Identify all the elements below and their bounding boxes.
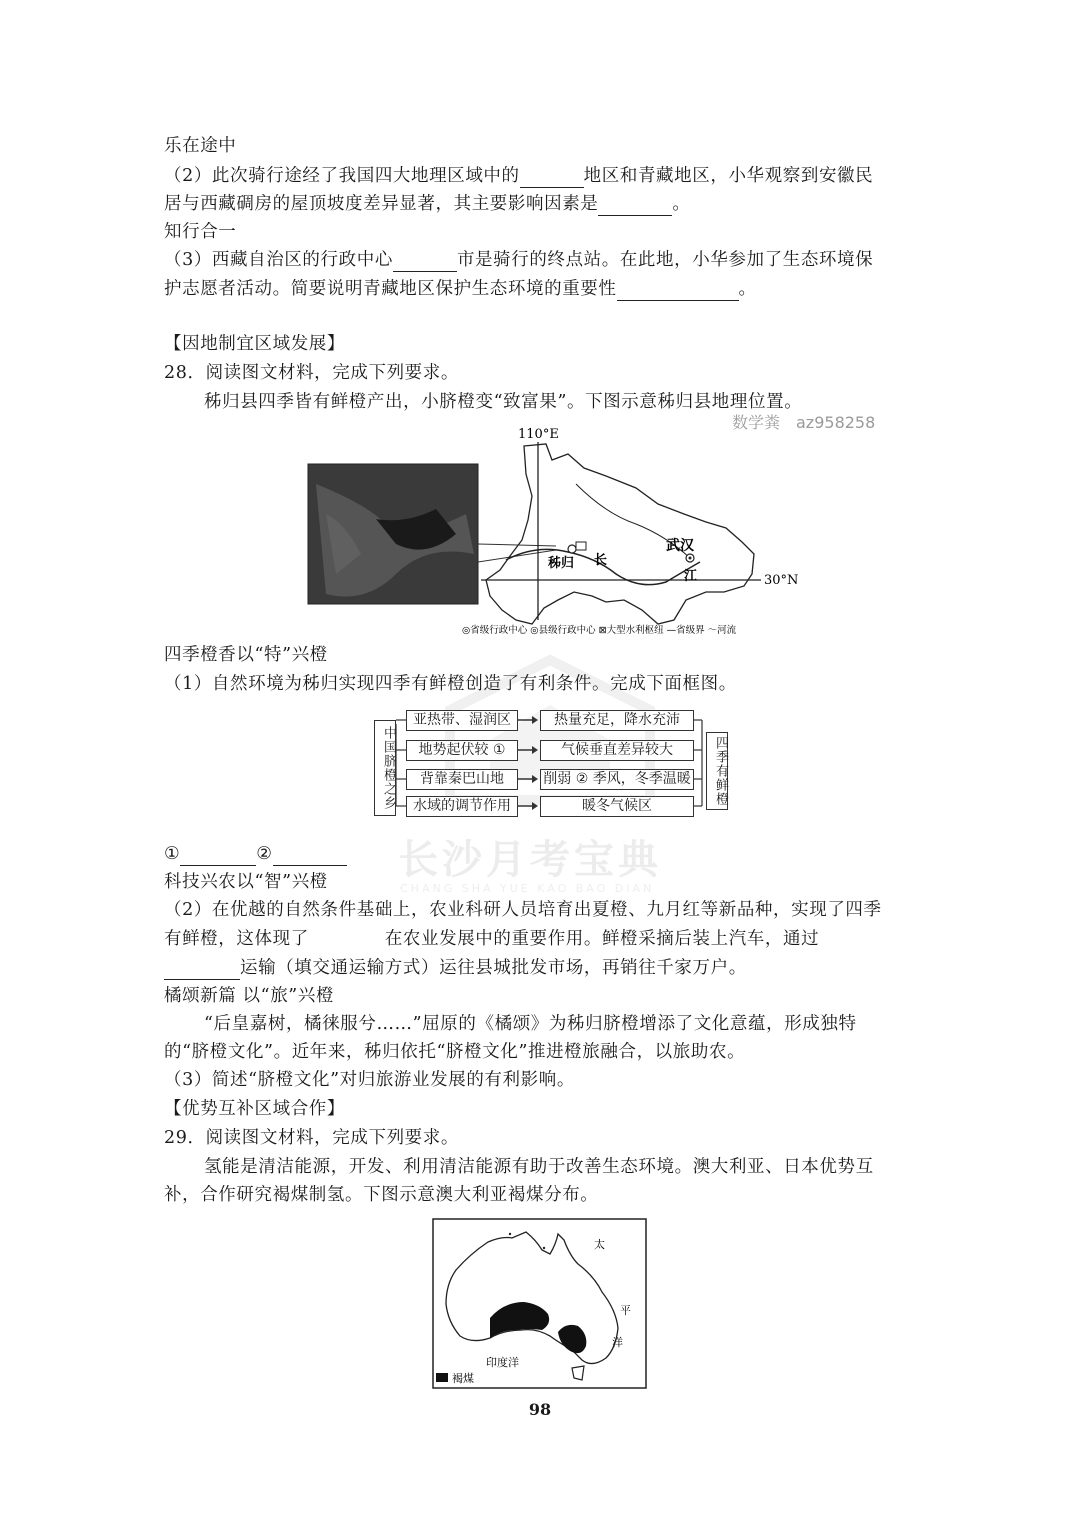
question-3-text-d: 。	[738, 279, 757, 299]
question-2-text-c: 居与西藏碉房的屋顶坡度差异显著，其主要影响因素是	[164, 194, 599, 214]
question-2-line-1	[164, 164, 873, 188]
answer-blank[interactable]	[617, 282, 739, 301]
flowchart-left-label: 中国脐橙之乡	[374, 720, 396, 816]
section-28-title: 【因地制宜区域发展】	[164, 334, 345, 354]
question-2b-line-2	[164, 927, 819, 951]
question-2-text-d: 。	[672, 194, 691, 214]
answer-2-label: ②	[256, 844, 273, 864]
question-3-text-b: 市是骑行的终点站。在此地，小华参加了生态环境保	[456, 250, 874, 270]
question-2b-text-b: 在农业发展中的重要作用。鲜橙采摘后装上汽车，通过	[384, 929, 820, 949]
flowchart-cause-4: 水域的调节作用	[406, 796, 518, 817]
flowchart-effect-1: 热量充足，降水充沛	[540, 710, 694, 731]
question-2b-text-c: 运输（填交通运输方式）运往县城批发市场，再销往千家万户。	[240, 958, 747, 978]
question-1-prompt: （1）自然环境为秭归实现四季有鲜橙创造了有利条件。完成下面框图。	[164, 674, 737, 694]
material-3-line-1: “后皇嘉树，橘徕服兮……”屈原的《橘颂》为秭归脐橙增添了文化意蕴，形成独特	[204, 1014, 857, 1034]
flowchart-cause-3: 背靠秦巴山地	[406, 769, 518, 790]
answer-blank[interactable]	[180, 847, 256, 866]
heading-subsection-1: 四季橙香以“特”兴橙	[164, 645, 328, 665]
zigui-marker-icon	[568, 545, 576, 553]
watermark-account: 数学粪 az958258	[732, 413, 876, 432]
question-2b-line-1: （2）在优越的自然条件基础上，农业科研人员培育出夏橙、九月红等新品种，实现了四季	[164, 900, 882, 920]
flowchart-effect-4: 暖冬气候区	[540, 796, 694, 817]
label-tai: 太	[594, 1238, 605, 1251]
heading-zhi-xing-he-yi: 知行合一	[164, 222, 237, 242]
lon-label: 110°E	[518, 427, 559, 442]
answer-line-1	[164, 842, 347, 866]
answer-blank[interactable]	[520, 169, 584, 188]
heading-le-zai-tu-zhong: 乐在途中	[164, 136, 237, 156]
label-indian-ocean: 印度洋	[486, 1356, 519, 1369]
dam-marker-icon	[576, 542, 586, 550]
question-2-text-b: 地区和青藏地区，小华观察到安徽民	[583, 166, 874, 186]
river-jiang-label: 江	[684, 569, 698, 584]
watermark-text: 长沙月考宝典	[398, 837, 662, 883]
question-28-prompt: 28．阅读图文材料，完成下列要求。	[164, 363, 459, 383]
flowchart-cause-2: 地势起伏较 ①	[406, 740, 518, 761]
question-2-text-a: （2）此次骑行途经了我国四大地理区域中的	[164, 166, 520, 186]
hubei-boundary	[486, 444, 754, 624]
watermark-subtext: CHANG SHA YUE KAO BAO DIAN	[400, 882, 655, 895]
flowchart-cause-1: 亚热带、湿润区	[406, 710, 518, 731]
answer-blank[interactable]	[598, 197, 672, 216]
question-3-line-2	[164, 277, 757, 301]
question-29-material-2: 补，合作研究褐煤制氢。下图示意澳大利亚褐煤分布。	[164, 1185, 599, 1205]
tasmania-outline	[572, 1366, 584, 1380]
label-ping: 平	[620, 1304, 631, 1317]
map1-legend: ◎省级行政中心 ◎县级行政中心 ⊠大型水利枢纽 —省级界 〜河流	[462, 625, 737, 636]
question-29-prompt: 29．阅读图文材料，完成下列要求。	[164, 1128, 459, 1148]
flowchart	[372, 702, 732, 818]
flowchart-effect-3: 削弱 ② 季风，冬季温暖	[540, 769, 694, 790]
river-chang-label: 长	[594, 553, 608, 568]
question-2b-text-a: 有鲜橙，这体现了	[164, 929, 309, 949]
page-number: 98	[528, 1400, 552, 1419]
city-wuhan-label: 武汉	[666, 538, 694, 554]
answer-1-label: ①	[164, 844, 181, 864]
question-3-line-1	[164, 248, 873, 272]
heading-subsection-3: 橘颂新篇 以“旅”兴橙	[164, 986, 335, 1006]
zigui-location-map	[306, 424, 806, 638]
answer-blank[interactable]	[393, 253, 457, 272]
australia-lignite-map	[432, 1218, 648, 1390]
answer-blank[interactable]	[273, 847, 347, 866]
flowchart-right-label: 四季有鲜橙	[706, 732, 728, 810]
heading-subsection-2: 科技兴农以“智”兴橙	[164, 872, 328, 892]
legend-lignite-label: 褐煤	[452, 1372, 474, 1385]
question-2b-line-3	[164, 956, 747, 980]
legend-lignite-swatch	[436, 1373, 448, 1382]
question-3-text-a: （3）西藏自治区的行政中心	[164, 250, 393, 270]
answer-blank[interactable]	[164, 961, 240, 980]
label-yang: 洋	[612, 1336, 623, 1349]
question-29-material-1: 氢能是清洁能源，开发、利用清洁能源有助于改善生态环境。澳大利亚、日本优势互	[204, 1157, 874, 1177]
question-28-material: 秭归县四季皆有鲜橙产出，小脐橙变“致富果”。下图示意秭归县地理位置。	[204, 392, 803, 412]
section-29-title: 【优势互补区域合作】	[164, 1099, 345, 1119]
lat-label: 30°N	[764, 573, 799, 588]
question-3b: （3）简述“脐橙文化”对归旅游业发展的有利影响。	[164, 1070, 575, 1090]
flowchart-effect-2: 气候垂直差异较大	[540, 740, 694, 761]
city-zigui-label: 秭归	[548, 556, 575, 571]
material-3-line-2: 的“脐橙文化”。近年来，秭归依托“脐橙文化”推进橙旅融合，以旅助农。	[164, 1042, 746, 1062]
question-3-text-c: 护志愿者活动。简要说明青藏地区保护生态环境的重要性	[164, 279, 617, 299]
question-2-line-2	[164, 192, 691, 216]
